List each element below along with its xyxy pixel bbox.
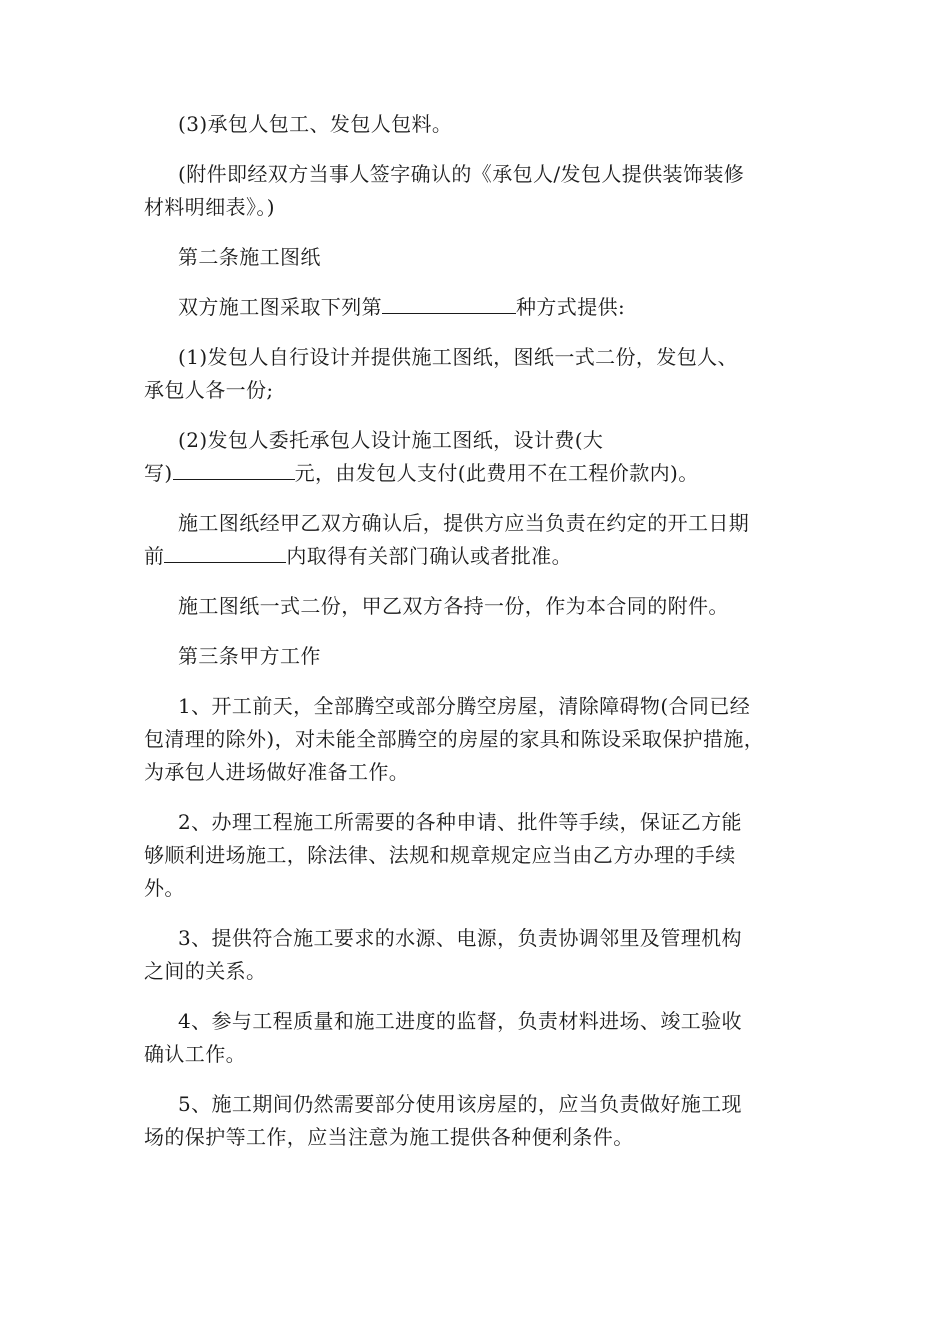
text-line: 够顺利进场施工，除法律、法规和规章规定应当由乙方办理的手续 <box>144 843 736 867</box>
paragraph-drawing-method <box>144 291 804 324</box>
text-line: 场的保护等工作，应当注意为施工提供各种便利条件。 <box>144 1125 634 1149</box>
paragraph-contract-mode-3 <box>144 108 804 141</box>
text-line: 5、施工期间仍然需要部分使用该房屋的，应当负责做好施工现 <box>178 1092 742 1116</box>
text-line: 1、开工前天，全部腾空或部分腾空房屋，清除障碍物(合同已经 <box>178 694 751 718</box>
text-line: 确认工作。 <box>144 1042 246 1066</box>
fill-in-blank <box>382 291 516 314</box>
text-line: 2、办理工程施工所需要的各种申请、批件等手续，保证乙方能 <box>178 810 742 834</box>
text-line: 包清理的除外)，对未能全部腾空的房屋的家具和陈设采取保护措施， <box>144 727 765 751</box>
text-line: 外。 <box>144 876 185 900</box>
text-fragment: 种方式提供: <box>516 295 626 319</box>
text-fragment: 内取得有关部门确认或者批准。 <box>286 544 573 568</box>
paragraph-drawing-approval <box>144 507 804 573</box>
paragraph-party-a-duty-5 <box>144 1088 804 1154</box>
paragraph-party-a-duty-2 <box>144 806 804 905</box>
text-line: 承包人各一份; <box>144 378 274 402</box>
text-line: 之间的关系。 <box>144 959 267 983</box>
text-line: 为承包人进场做好准备工作。 <box>144 760 410 784</box>
paragraph-drawing-copies <box>144 590 804 623</box>
text-fragment: 双方施工图采取下列第 <box>178 295 382 319</box>
text-fragment: 写) <box>144 461 173 485</box>
text-line: 4、参与工程质量和施工进度的监督，负责材料进场、竣工验收 <box>178 1009 742 1033</box>
text-line: 施工图纸经甲乙双方确认后，提供方应当负责在约定的开工日期 <box>178 511 750 535</box>
fill-in-blank <box>173 457 295 480</box>
text-line: (2)发包人委托承包人设计施工图纸，设计费(大 <box>178 428 604 452</box>
section-heading-article-2 <box>144 241 804 274</box>
text-fragment: 元，由发包人支付(此费用不在工程价款内)。 <box>294 461 699 485</box>
text-line: (3)承包人包工、发包人包料。 <box>178 112 453 136</box>
text-fragment: 前 <box>144 544 165 568</box>
text-line <box>144 457 804 490</box>
section-heading-article-3 <box>144 640 804 673</box>
paragraph-attachment-note <box>144 158 804 224</box>
text-line: (1)发包人自行设计并提供施工图纸，图纸一式二份，发包人、 <box>178 345 738 369</box>
paragraph-party-a-duty-3 <box>144 922 804 988</box>
document-body <box>144 108 804 1171</box>
text-line: 3、提供符合施工要求的水源、电源，负责协调邻里及管理机构 <box>178 926 742 950</box>
text-line: 施工图纸一式二份，甲乙双方各持一份，作为本合同的附件。 <box>178 594 729 618</box>
text-line: (附件即经双方当事人签字确认的《承包人/发包人提供装饰装修 <box>178 162 745 186</box>
paragraph-drawing-option-2 <box>144 424 804 490</box>
section-heading: 第三条甲方工作 <box>178 644 321 668</box>
section-heading: 第二条施工图纸 <box>178 245 321 269</box>
text-line: 材料明细表》。) <box>144 195 276 219</box>
paragraph-party-a-duty-1 <box>144 690 804 789</box>
text-line <box>144 540 804 573</box>
paragraph-drawing-option-1 <box>144 341 804 407</box>
fill-in-blank <box>164 540 286 563</box>
paragraph-party-a-duty-4 <box>144 1005 804 1071</box>
